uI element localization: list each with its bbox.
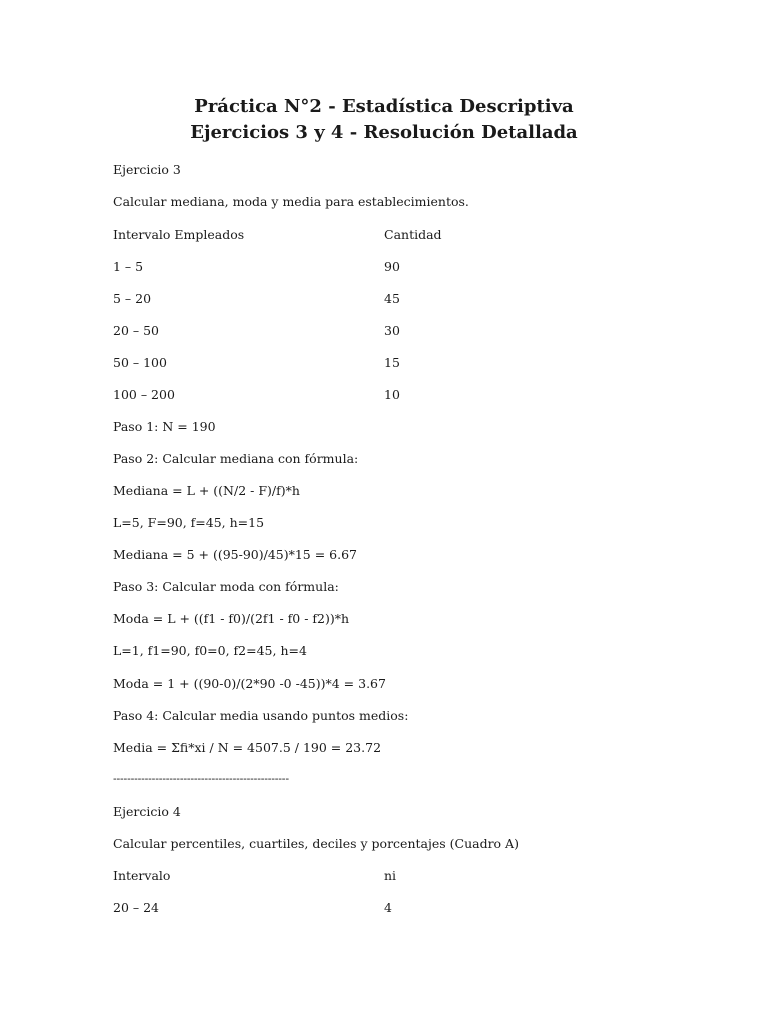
table-header-row [113, 227, 673, 243]
table-row [113, 291, 673, 307]
table-cell-count: 15 [384, 355, 400, 370]
column-header-ni: ni [384, 868, 397, 883]
table-cell-interval: 100 – 200 [113, 387, 175, 402]
exercise-4-heading: Ejercicio 4 [113, 804, 181, 819]
section-divider: -------------------------------------------------- [113, 772, 289, 785]
column-header-interval: Intervalo Empleados [113, 227, 245, 242]
formula-line: Mediana = 5 + ((95-90)/45)*15 = 6.67 [113, 547, 358, 562]
table-cell-count: 10 [384, 387, 400, 402]
table-row [113, 387, 673, 403]
formula-line: Moda = 1 + ((90-0)/(2*90 -0 -45))*4 = 3.67 [113, 676, 386, 691]
table-cell-count: 30 [384, 323, 400, 338]
table-row [113, 259, 673, 275]
table-cell-interval: 20 – 24 [113, 900, 160, 915]
table-row [113, 355, 673, 371]
table-row [113, 323, 673, 339]
document-subtitle: Ejercicios 3 y 4 - Resolución Detallada [190, 122, 578, 143]
column-header-interval: Intervalo [113, 868, 171, 883]
step-line: Paso 3: Calcular moda con fórmula: [113, 579, 339, 594]
formula-line: Media = Σfi*xi / N = 4507.5 / 190 = 23.72 [113, 740, 382, 755]
table-cell-interval: 1 – 5 [113, 259, 144, 274]
step-line: L=5, F=90, f=45, h=15 [113, 515, 265, 530]
document-title: Práctica N°2 - Estadística Descriptiva [194, 96, 574, 117]
table-cell-count: 45 [384, 291, 400, 306]
column-header-count: Cantidad [384, 227, 442, 242]
table-header-row [113, 868, 673, 884]
formula-line: Mediana = L + ((N/2 - F)/f)*h [113, 483, 300, 498]
step-line: L=1, f1=90, f0=0, f2=45, h=4 [113, 643, 307, 658]
table-cell-ni: 4 [384, 900, 392, 915]
table-cell-interval: 50 – 100 [113, 355, 167, 370]
table-cell-interval: 5 – 20 [113, 291, 152, 306]
formula-line: Moda = L + ((f1 - f0)/(2f1 - f0 - f2))*h [113, 611, 350, 626]
step-line: Paso 2: Calcular mediana con fórmula: [113, 451, 359, 466]
step-line: Paso 4: Calcular media usando puntos medios: [113, 708, 409, 723]
table-cell-interval: 20 – 50 [113, 323, 160, 338]
step-line: Paso 1: N = 190 [113, 419, 216, 434]
table-cell-count: 90 [384, 259, 400, 274]
exercise-3-heading: Ejercicio 3 [113, 162, 181, 177]
table-row [113, 900, 673, 916]
exercise-3-prompt: Calcular mediana, moda y media para establecimientos. [113, 194, 469, 209]
exercise-4-prompt: Calcular percentiles, cuartiles, deciles y porcentajes (Cuadro A) [113, 836, 519, 851]
